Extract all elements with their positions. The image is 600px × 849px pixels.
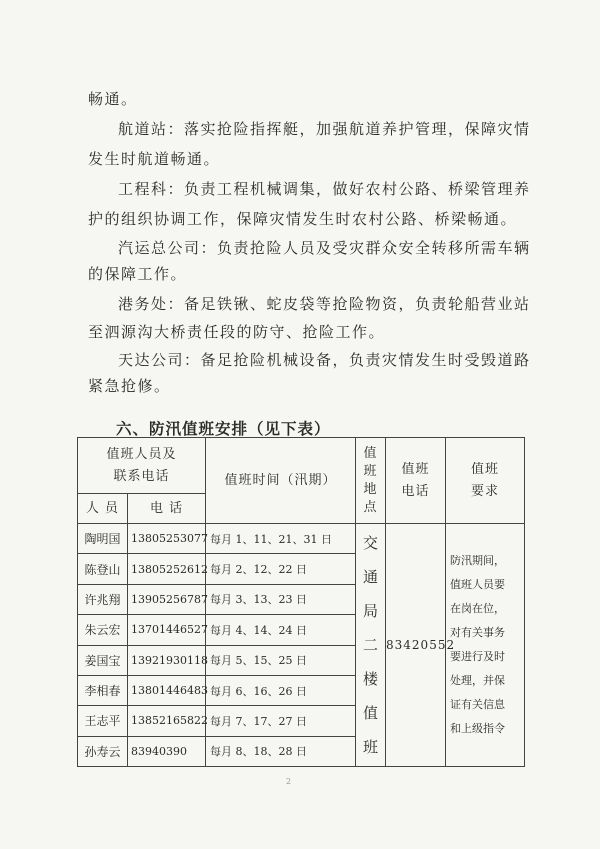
header-duty-time: 值班时间（汛期）	[206, 438, 356, 524]
person-name: 王志平	[78, 706, 128, 736]
paragraph: 汽运总公司：负责抢险人员及受灾群众安全转移所需车辆	[118, 239, 531, 257]
person-phone: 83940390	[128, 736, 206, 766]
table-row	[78, 524, 525, 554]
person-name: 李相春	[78, 675, 128, 705]
duty-schedule-table	[77, 437, 525, 767]
person-name: 陶明国	[78, 524, 128, 554]
person-name: 朱云宏	[78, 615, 128, 645]
paragraph: 天达公司：备足抢险机械设备，负责灾情发生时受毁道路	[118, 351, 531, 369]
person-name: 许兆翔	[78, 584, 128, 614]
section-heading: 六、防汛值班安排（见下表）	[116, 419, 331, 438]
person-phone: 13805252612	[128, 554, 206, 584]
duty-requirement: 防汛期间， 值班人员要 在岗在位， 对有关事务 要进行及时 处理，并保 证有关信息 和上级指令	[446, 524, 525, 767]
paragraph: 紧急抢修。	[88, 377, 171, 395]
duty-days: 每月 6、16、26 日	[206, 675, 356, 705]
duty-days: 每月 5、15、25 日	[206, 645, 356, 675]
paragraph: 航道站：落实抢险指挥艇，加强航道养护管理，保障灾情	[118, 120, 531, 138]
paragraph: 至泗源沟大桥责任段的防守、抢险工作。	[88, 323, 386, 341]
person-name: 孙寿云	[78, 736, 128, 766]
header-personnel: 值班人员及 联系电话	[78, 438, 206, 494]
person-phone: 13701446527	[128, 615, 206, 645]
header-location: 值 班 地 点	[356, 438, 386, 524]
header-duty-phone: 值班 电话	[386, 438, 446, 524]
page-number: 2	[286, 777, 292, 786]
person-phone: 13921930118	[128, 645, 206, 675]
duty-days: 每月 7、17、27 日	[206, 706, 356, 736]
table-header-row	[78, 438, 525, 494]
person-phone: 13801446483	[128, 675, 206, 705]
duty-location: 交 通 局 二 楼 值 班	[356, 524, 386, 767]
paragraph: 护的组织协调工作，保障灾情发生时农村公路、桥梁畅通。	[88, 210, 518, 228]
duty-days: 每月 4、14、24 日	[206, 615, 356, 645]
duty-days: 每月 8、18、28 日	[206, 736, 356, 766]
person-phone: 13852165822	[128, 706, 206, 736]
paragraph: 港务处：备足铁锹、蛇皮袋等抢险物资，负责轮船营业站	[118, 295, 531, 313]
person-name: 陈登山	[78, 554, 128, 584]
person-name: 姜国宝	[78, 645, 128, 675]
subheader-phone: 电 话	[128, 494, 206, 524]
person-phone: 13805253077	[128, 524, 206, 554]
person-phone: 13905256787	[128, 584, 206, 614]
duty-phone: 83420552	[386, 524, 446, 767]
paragraph: 发生时航道畅通。	[88, 150, 221, 168]
header-requirement: 值班 要求	[446, 438, 525, 524]
paragraph: 畅通。	[88, 90, 138, 108]
duty-days: 每月 2、12、22 日	[206, 554, 356, 584]
duty-days: 每月 3、13、23 日	[206, 584, 356, 614]
subheader-name: 人 员	[78, 494, 128, 524]
paragraph: 的保障工作。	[88, 265, 188, 283]
duty-days: 每月 1、11、21、31 日	[206, 524, 356, 554]
paragraph: 工程科：负责工程机械调集，做好农村公路、桥梁管理养	[118, 180, 531, 198]
